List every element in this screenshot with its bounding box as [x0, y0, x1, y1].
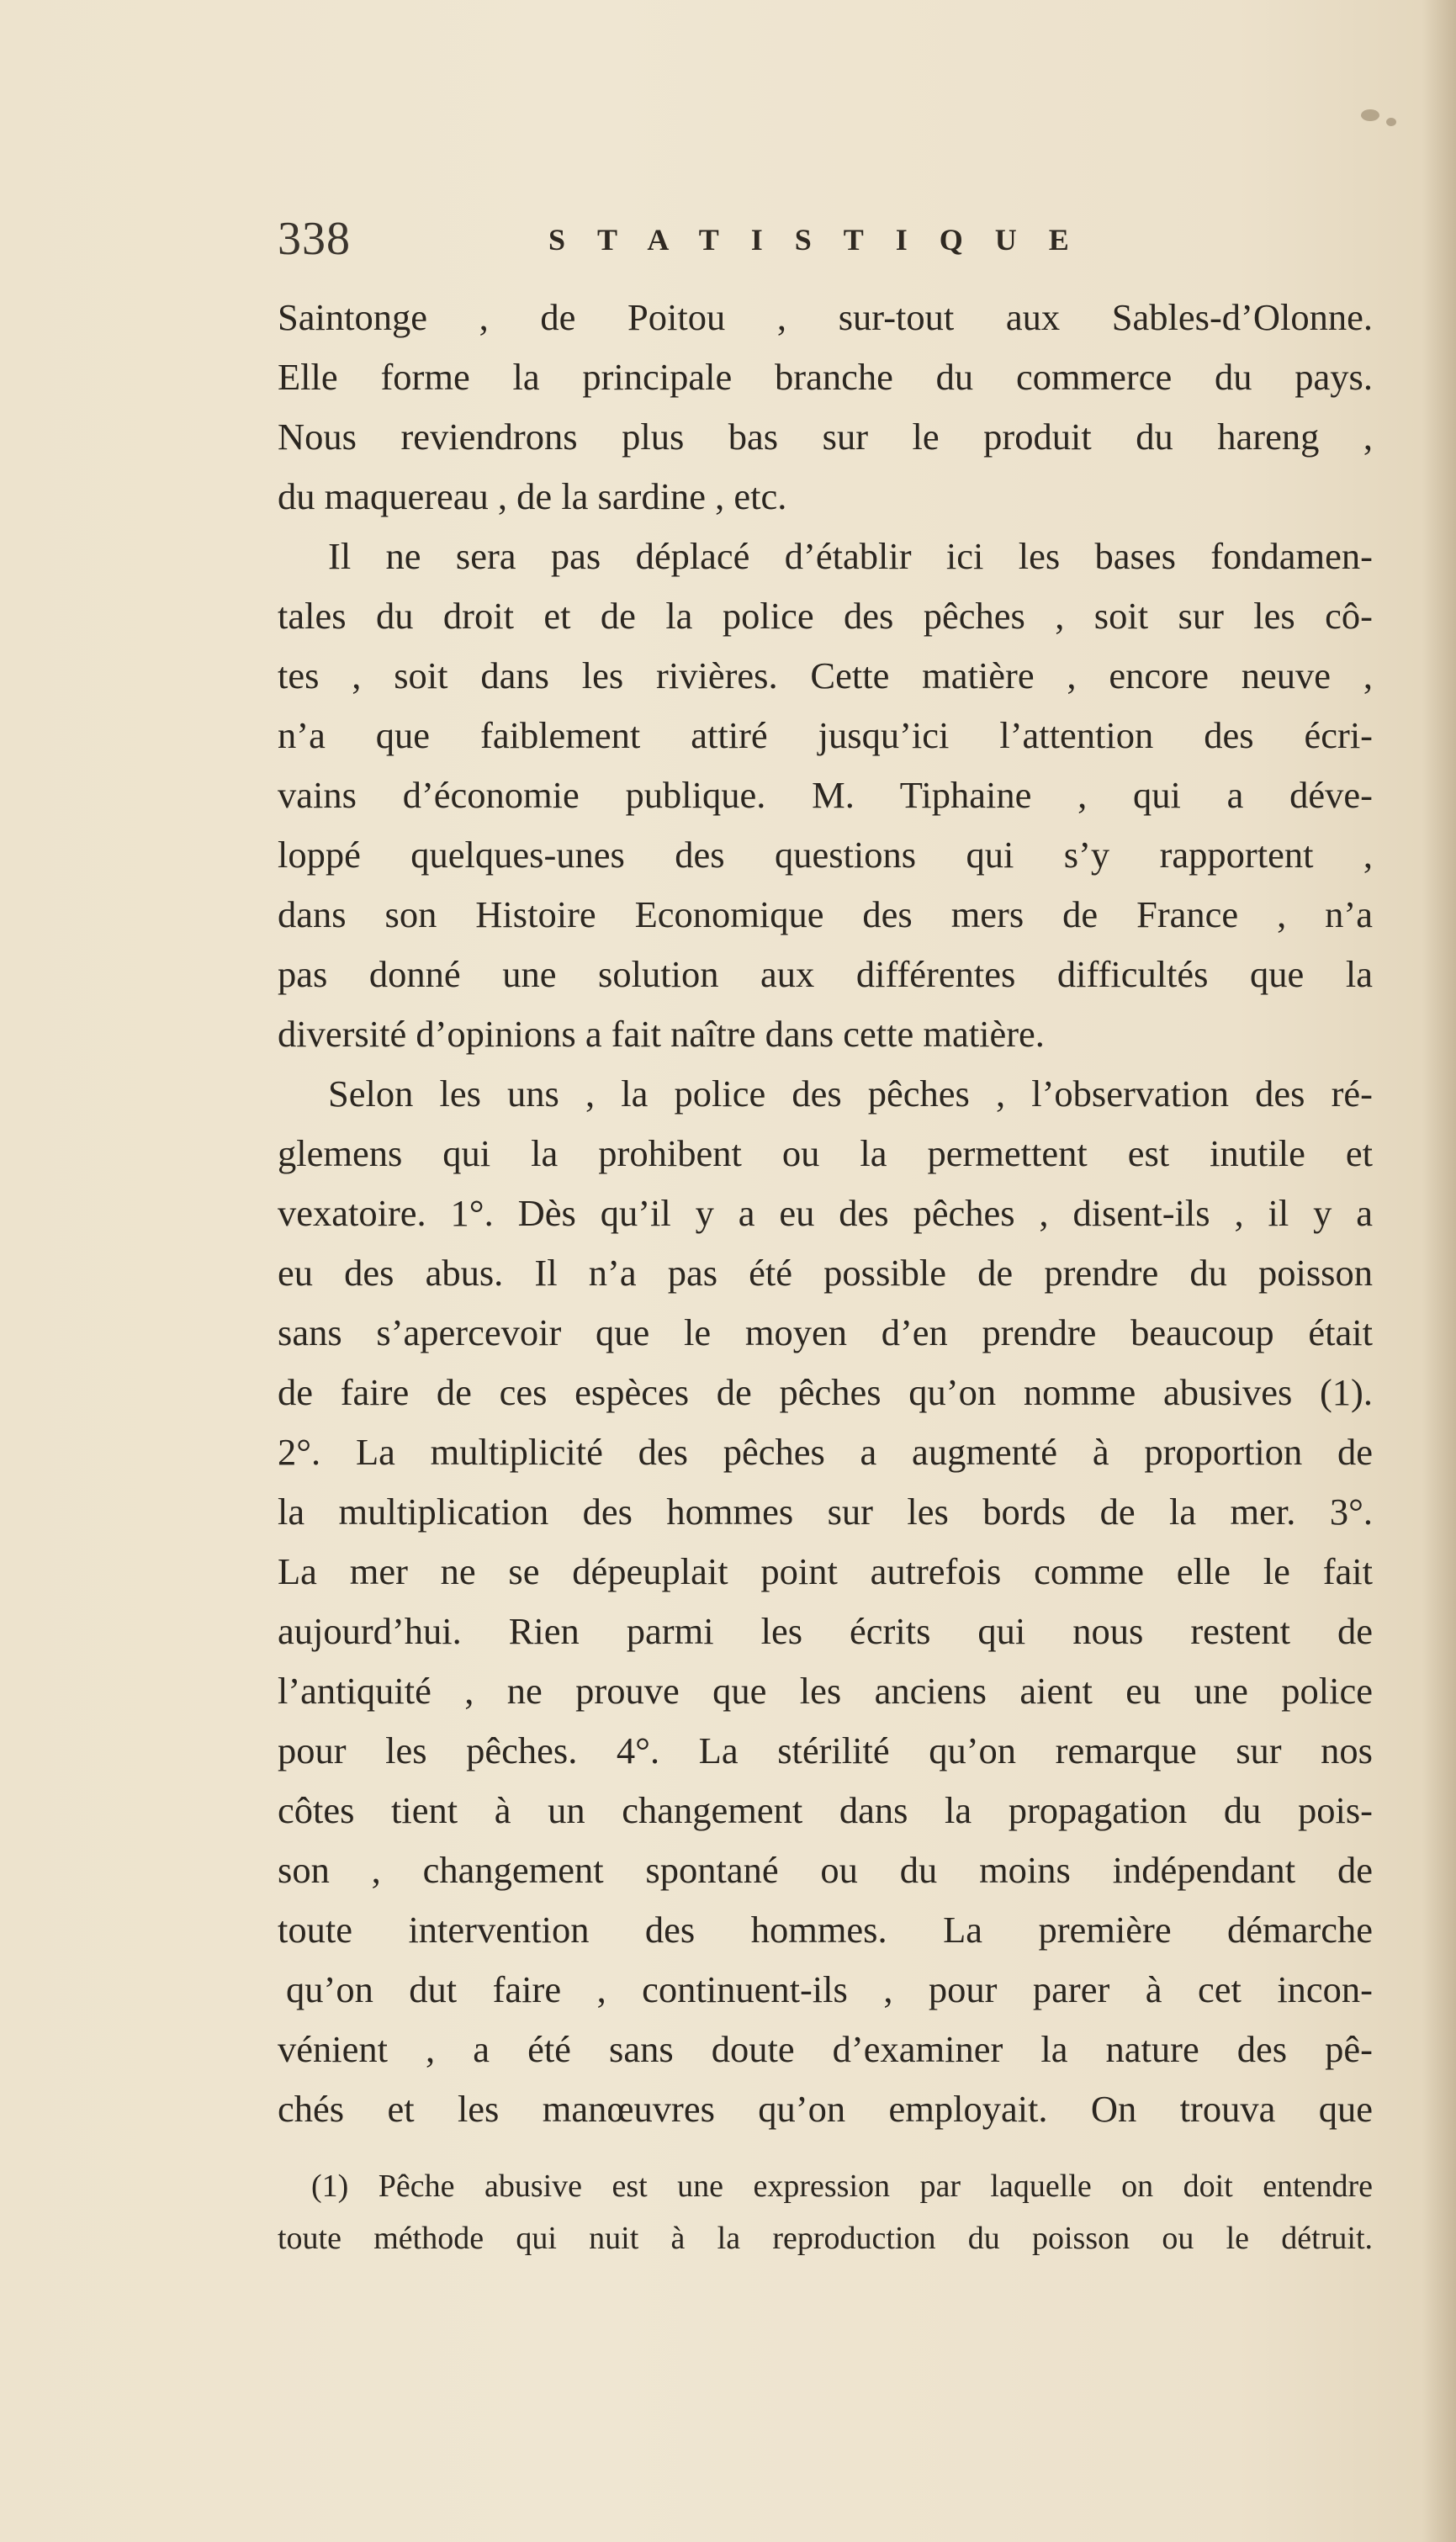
text-line: pas donné une solution aux différentes difficultés que la — [278, 953, 1373, 995]
text-line: tales du droit et de la police des pêches , soit sur les cô- — [278, 595, 1373, 637]
text-line: chés et les manœuvres qu’on employait. On trouva que — [278, 2088, 1373, 2130]
text-line: vexatoire. 1°. Dès qu’il y a eu des pêches , disent-ils , il y a — [278, 1192, 1373, 1234]
text-line: aujourd’hui. Rien parmi les écrits qui nous restent de — [278, 1610, 1373, 1652]
text-line: dans son Histoire Economique des mers de France , n’a — [278, 893, 1373, 935]
text-line: toute intervention des hommes. La première démarche — [278, 1909, 1373, 1951]
text-line: eu des abus. Il n’a pas été possible de prendre du poisson — [278, 1252, 1373, 1294]
text-line: du maquereau , de la sardine , etc. — [278, 475, 787, 517]
paragraph-start-line: Il ne sera pas déplacé d’établir ici les bases fondamen- — [328, 535, 1373, 577]
footnote-line: toute méthode qui nuit à la reproduction du poisson ou le détruit. — [278, 2221, 1373, 2256]
ink-smudge — [1361, 109, 1379, 121]
text-line: tes , soit dans les rivières. Cette matière , encore neuve , — [278, 654, 1373, 696]
page-edge-shadow — [1422, 0, 1456, 2542]
text-line: pour les pêches. 4°. La stérilité qu’on remarque sur nos — [278, 1729, 1373, 1771]
text-line: Elle forme la principale branche du commerce du pays. — [278, 356, 1373, 398]
text-line: loppé quelques-unes des questions qui s’y rapportent , — [278, 834, 1373, 876]
body-text — [278, 288, 1373, 2139]
text-line: la multiplication des hommes sur les bords de la mer. 3°. — [278, 1491, 1373, 1533]
text-line: vénient , a été sans doute d’examiner la nature des pê- — [278, 2028, 1373, 2070]
text-line: côtes tient à un changement dans la propagation du pois- — [278, 1789, 1373, 1831]
text-line: de faire de ces espèces de pêches qu’on nomme abusives (1). — [278, 1371, 1373, 1413]
text-line: son , changement spontané ou du moins indépendant de — [278, 1849, 1373, 1891]
text-line: l’antiquité , ne prouve que les anciens aient eu une police — [278, 1670, 1373, 1712]
text-line: vains d’économie publique. M. Tiphaine , qui a déve- — [278, 774, 1373, 816]
text-line: diversité d’opinions a fait naître dans cette matière. — [278, 1013, 1045, 1055]
page-header — [278, 212, 1119, 271]
footnote-line: (1) Pêche abusive est une expression par laquelle on doit entendre — [311, 2169, 1373, 2204]
text-line: glemens qui la prohibent ou la permettent est inutile et — [278, 1132, 1373, 1174]
text-line: qu’on dut faire , continuent-ils , pour parer à cet incon- — [286, 1968, 1373, 2010]
ink-smudge — [1386, 118, 1396, 126]
page-number: 338 — [278, 213, 351, 265]
text-line: La mer ne se dépeuplait point autrefois comme elle le fait — [278, 1550, 1373, 1592]
running-title: STATISTIQUE — [548, 223, 1101, 257]
text-line: Nous reviendrons plus bas sur le produit du hareng , — [278, 416, 1373, 458]
text-line: 2°. La multiplicité des pêches a augmenté à proportion de — [278, 1431, 1373, 1473]
footnote — [278, 2160, 1373, 2264]
text-line: Saintonge , de Poitou , sur-tout aux Sables-d’Olonne. — [278, 296, 1373, 338]
text-line: n’a que faiblement attiré jusqu’ici l’attention des écri- — [278, 714, 1373, 756]
text-line: sans s’apercevoir que le moyen d’en prendre beaucoup était — [278, 1311, 1373, 1353]
paragraph-start-line: Selon les uns , la police des pêches , l’observation des ré- — [328, 1072, 1373, 1115]
